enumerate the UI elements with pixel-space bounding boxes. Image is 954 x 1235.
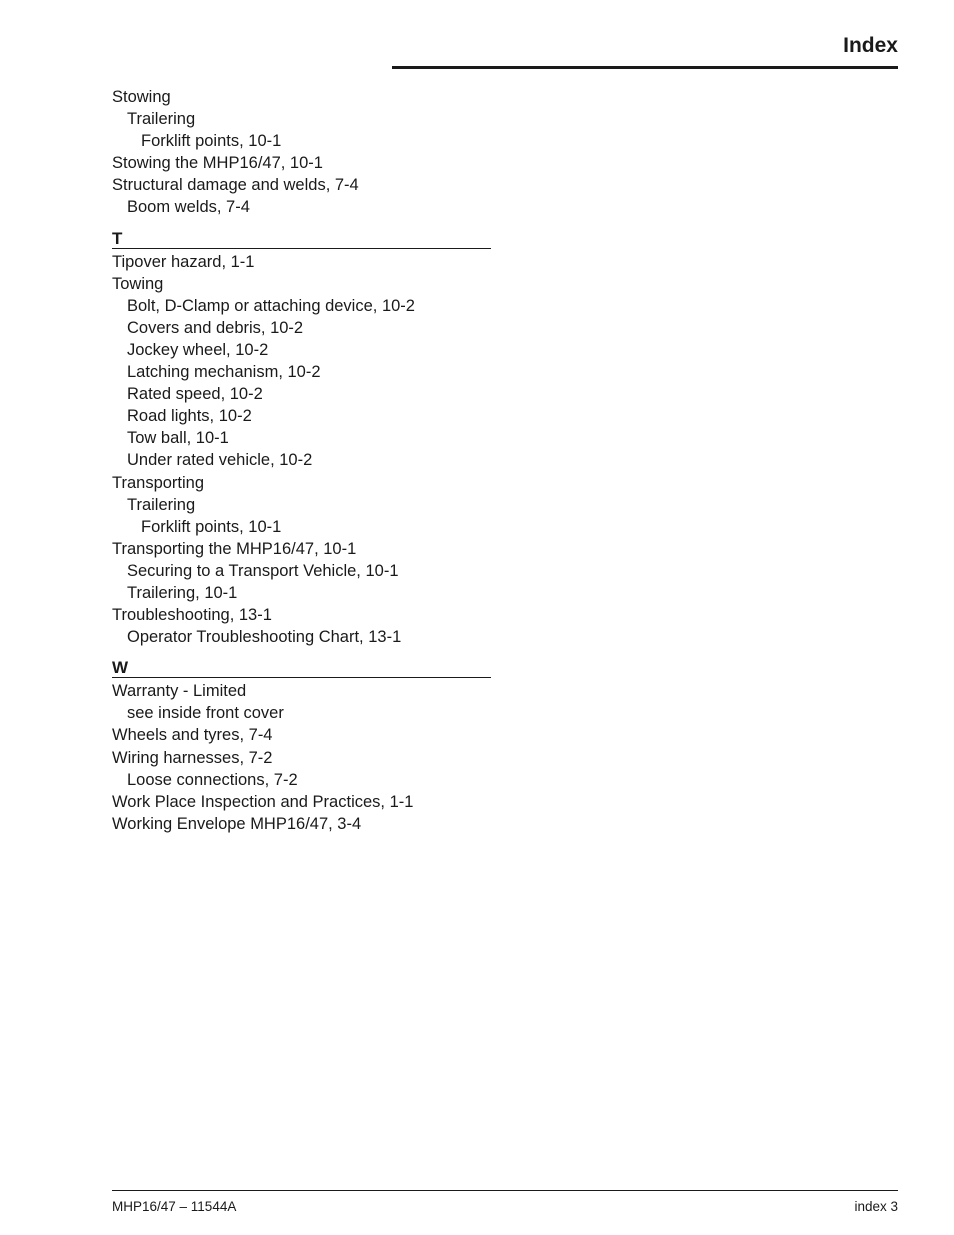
- index-entry: Stowing: [112, 88, 171, 106]
- index-entry: Transporting: [112, 473, 205, 492]
- index-entry: Rated speed, 10-2: [127, 385, 263, 404]
- footer-document-id: MHP16/47 – 11544A: [112, 1199, 237, 1214]
- index-entry: Structural damage and welds, 7-4: [112, 176, 359, 195]
- index-entry: Under rated vehicle, 10-2: [127, 451, 313, 470]
- index-entry: Wheels and tyres, 7-4: [112, 726, 273, 745]
- index-entry: Boom welds, 7-4: [127, 198, 250, 217]
- section-header-w: W: [112, 658, 491, 678]
- index-entry: see inside front cover: [127, 704, 284, 723]
- index-entry: Warranty - Limited: [112, 682, 247, 701]
- footer-page-number: index 3: [854, 1199, 898, 1214]
- index-entry: Road lights, 10-2: [127, 407, 252, 426]
- index-entry: Covers and debris, 10-2: [127, 318, 304, 337]
- index-entry: Stowing the MHP16/47, 10-1: [112, 154, 323, 173]
- index-entry: Transporting the MHP16/47, 10-1: [112, 539, 357, 558]
- index-column: [112, 86, 491, 835]
- index-entry: Towing: [112, 274, 164, 293]
- index-entry: Trailering: [127, 495, 196, 514]
- page-footer: [112, 1190, 898, 1214]
- index-entry: Tow ball, 10-1: [127, 429, 229, 448]
- section-header-t: T: [112, 229, 491, 249]
- page-header: [392, 30, 898, 69]
- index-entry: Troubleshooting, 13-1: [112, 606, 272, 625]
- index-entry: Working Envelope MHP16/47, 3-4: [112, 814, 362, 833]
- index-entry: Trailering: [127, 110, 196, 129]
- index-entry: Wiring harnesses, 7-2: [112, 748, 273, 767]
- index-entry: Loose connections, 7-2: [127, 770, 298, 789]
- index-entry: Operator Troubleshooting Chart, 13-1: [127, 628, 402, 647]
- index-entry: Work Place Inspection and Practices, 1-1: [112, 792, 414, 811]
- index-entry: Trailering, 10-1: [127, 583, 238, 602]
- page-title: Index: [843, 34, 898, 57]
- index-entry: Jockey wheel, 10-2: [127, 340, 269, 359]
- index-entry: Securing to a Transport Vehicle, 10-1: [127, 561, 399, 580]
- index-entry: Latching mechanism, 10-2: [127, 363, 321, 382]
- index-entry: Bolt, D-Clamp or attaching device, 10-2: [127, 296, 415, 315]
- index-entry: Forklift points, 10-1: [141, 517, 282, 536]
- index-entry: Forklift points, 10-1: [141, 132, 282, 151]
- index-entry: Tipover hazard, 1-1: [112, 252, 255, 271]
